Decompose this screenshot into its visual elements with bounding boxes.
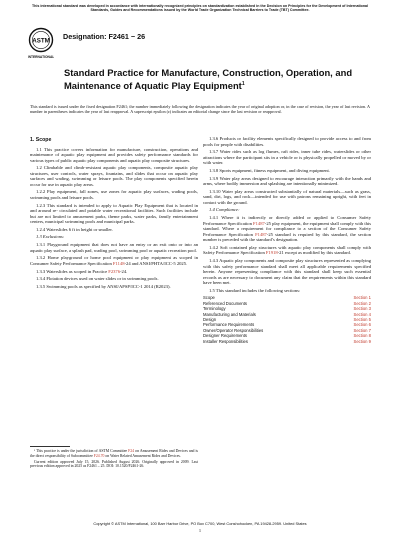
section-title: Terminology [203, 306, 226, 312]
page-number: 1 [198, 528, 202, 533]
section-title: Designer Requirements [203, 333, 247, 339]
section-title: Performance Requirements [203, 322, 255, 328]
reference-link-f1918[interactable]: F1918 [265, 250, 278, 256]
issuance-notice: This standard is issued under the fixed designation F2461; the number immediately following the designation indicates the year of original adoption or, in the case of revision, the year of last revision. A number in parentheses indicates the year of last reapproval. A superscript epsilon (ε) indicates an editorial change since the last revision or reapproval. [30, 104, 370, 115]
section-number[interactable]: Section 2 [353, 300, 371, 306]
paragraph-1-3-8: 1.3.8 Sports equipment, fitness equipment, and diving equipment. [209, 167, 330, 173]
section-title: Referenced Documents [203, 300, 247, 306]
section-number[interactable]: Section 4 [353, 311, 371, 317]
reference-link-f24-70[interactable]: F24.70 [93, 453, 105, 458]
title-footnote-marker: 1 [241, 80, 245, 87]
paragraph-1-4-2: 1.4.2 Soft contained play structures with aquatic play components shall comply with Safety Performance Specification F1918-21 except as modified by this standard. [203, 244, 371, 256]
section-number[interactable]: Section 3 [353, 306, 371, 312]
paragraph-1-3-1: 1.3.1 Playground equipment that does not have an entry or an exit onto or into an aquatic play surface, a splash pad, wading pool, swimming pool or aquatic recreation pool. [30, 242, 198, 253]
footnote-1: ¹ This practice is under the jurisdiction of ASTM Committee F24 on Amusement Rides and Devices and is the direct responsibility of Subcommittee F24.70 on Water Related Amusement Rides and Devices. [30, 449, 198, 458]
paragraph-1-1: 1.1 This practice covers information for manufacture, construction, operations and maintenance of aquatic play equipment and provides safety performance standards for various types of public aquatic play components and aquatic play composite structures. [30, 146, 198, 163]
paragraph-1-2-4: 1.2.4 Waterslides 6 ft in height or smaller. [36, 226, 113, 232]
paragraph-1-3-7: 1.3.7 Water rides such as log flumes, raft rides, inner tube rides, waterslides or other attractions where the participant sits in a vehicle or is physically propelled or moved by or with water. [203, 149, 371, 166]
section-number[interactable]: Section 9 [353, 338, 371, 344]
paragraph-1-3-10: 1.3.10 Water play areas constructed substantially of natural materials—such as grass, sand, dirt, logs, and rock—intended for use with patrons remaining upright, with feet in contact with the ground. [203, 188, 371, 205]
section-number[interactable]: Section 5 [353, 317, 371, 322]
section-table-row [203, 339, 371, 344]
paragraph-1-3-2: 1.3.2 Home playground or home pool equipment or play equipment as scoped in Consumer Safety Performance Specification F1148-24 and ANSI/PHTA/ICC-5 2025. [30, 255, 198, 266]
paragraph-1-5: 1.5 This standard includes the following sections: [209, 287, 301, 293]
paragraph-1-3: 1.3 Exclusions: [36, 234, 65, 240]
astm-logo-icon [28, 27, 54, 61]
paragraph-1-2: 1.2 Climbable and climb-resistant aquatic play components, composite aquatic play structures, user controls, water sprays, fountains, and slides that occur on aquatic play surfaces and wading, swimming or leisure pools. The play components specified herein occur for use in aquatic play areas. [30, 165, 198, 187]
section-title: Design [203, 317, 217, 322]
section-title: Scope [203, 295, 215, 301]
paragraph-1-4: 1.4 Compliance: [209, 207, 240, 213]
section-number[interactable]: Section 1 [353, 295, 371, 301]
wto-banner: This international standard was developed in accordance with internationally recognized principles on standardization established in the Decision on Principles for the Development of International Standards, Guides and Recommendations issued by the World Trade Organization Technical Barriers to Trade (TBT) Committee. [31, 4, 369, 13]
section-number[interactable]: Section 8 [353, 333, 371, 339]
paragraph-1-4-1: 1.4.1 Where it is indirectly or directly added or applied to Consumer Safety Performance Specification F1487-25 play equipment, the equipment shall comply with this standard. Where a requirement for compliance to a section of the Consumer Safety Performance Specification F1487-25 standard is required by this standard, the section number is preceded with the standard’s designation. [203, 215, 372, 243]
footnote-edition: Current edition approved July 15, 2026. Published August 2026. Originally approved in 2009. Last previous edition approved in 2025 as F2461 – 25. DOI: 10.1520/F2461-26. [30, 459, 198, 469]
paragraph-1-4-3: 1.4.3 Aquatic play components and composite play structures represented as complying with this safety performance standard shall meet all applicable requirements specified herein. Anyone representing compliance with this standard shall keep such essential records as are necessary to document any claim that the requirements within this standard have been met. [203, 258, 371, 285]
paragraph-1-2-2: 1.2.2 Play equipment, fall zones, use zones for aquatic play surfaces, wading pools, swimming pools and leisure pools. [30, 189, 198, 200]
reference-link-f1487[interactable]: F1487 [253, 220, 265, 226]
title-text: Standard Practice for Manufacture, Construction, Operation, and Maintenance of Aquatic Play Equipment [64, 67, 353, 91]
paragraph-1-3-6: 1.3.6 Products or facility elements specifically designed to provide access to and from pools for people with disabilities. [203, 136, 371, 147]
section-number[interactable]: Section 6 [353, 322, 371, 328]
paragraph-1-3-3: 1.3.3 Waterslides as scoped in Practice F2376-24. [36, 268, 128, 274]
reference-link-f1487-2[interactable]: F1487 [255, 231, 267, 237]
reference-link-f1148[interactable]: F1148 [112, 260, 125, 266]
footnotes [30, 449, 198, 470]
designation: Designation: F2461 − 26 [63, 32, 146, 41]
section-table [203, 295, 371, 344]
paragraph-1-3-9: 1.3.9 Water play areas designed to encourage interaction primarily with the hands and arms, where bodily immersion and splashing are intentionally minimized. [203, 175, 371, 187]
reference-link-f24[interactable]: F24 [128, 449, 135, 453]
reference-link-f2376[interactable]: F2376 [108, 268, 121, 274]
copyright-address: Copyright © ASTM International, 100 Barr Harbor Drive, PO Box C700, West Conshohocken, PA 19428-2959. United States [93, 521, 307, 526]
section-title: Manufacturing and Materials [203, 311, 256, 317]
paragraph-1-3-4: 1.3.4 Flotation devices used on water slides or in swimming pools. [36, 276, 159, 282]
logo-subtext: INTERNATIONAL [28, 55, 54, 59]
paragraph-1-2-3: 1.2.3 This standard is intended to apply to Aquatic Play Equipment that is located in and around re- circulated and potable water recreational facilities. Such facilities include but are not limited to amusement parks, theme parks, water parks, family entertainment centers, municipal swimming pools and municipal parks. [30, 202, 198, 225]
section-title: Installer Responsibilities [203, 338, 248, 344]
section-heading-scope: 1. Scope [30, 137, 52, 143]
paragraph-1-3-5: 1.3.5 Swimming pools as specified by ANSI/APSP/ICC-1 2014 (R2023). [36, 283, 171, 289]
section-title: Owner/Operator Responsibilities [203, 327, 264, 333]
section-number[interactable]: Section 7 [353, 327, 371, 333]
logo-text: ASTM [32, 37, 50, 45]
document-title [64, 68, 364, 91]
left-column [30, 136, 198, 292]
footnote-separator [30, 446, 70, 447]
right-column [203, 104, 371, 344]
